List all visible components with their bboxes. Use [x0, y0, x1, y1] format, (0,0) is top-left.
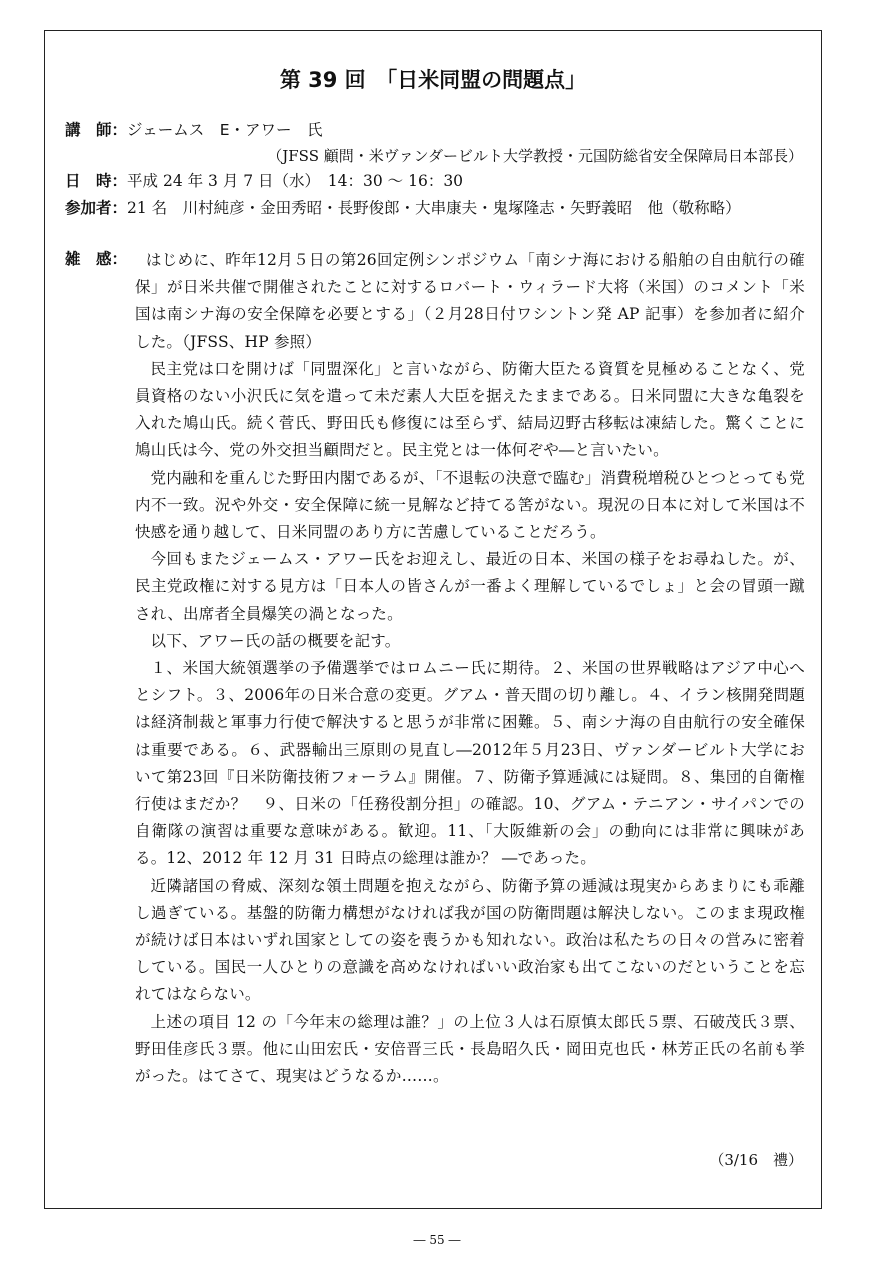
paragraph: 今回もまたジェームス・アワー氏をお迎えし、最近の日本、米国の様子をお尋ねした。が、民主党政権に対する見方は「日本人の皆さんが一番よく理解しているでしょ」と会の冒頭一蹴され、出席者全員爆笑の渦となった。: [135, 550, 805, 623]
datetime-label: 日 時: [65, 172, 112, 190]
signoff: （3/16 禮）: [709, 1151, 803, 1169]
paragraph: １、米国大統領選挙の予備選挙ではロムニー氏に期待。２、米国の世界戦略はアジア中心へとシフト。３、2006年の日米合意の変更。グアム・普天間の切り離し。４、イラン核開発問題は経済制裁と軍事力行使で解決すると思うが非常に困難。５、南シナ海の自由航行の安全確保は重要である。６、武器輸出三原則の見直し―2012年５月23日、ヴァンダービルト大学において第23回『日米防衛技術フォーラム』開催。７、防衛予算逓減には疑問。８、集団的自衛権行使はまだか？ ９、日米の「任務役割分担」の確認。10、グアム・テニアン・サイパンでの自衛隊の演習は重要な意味がある。歓迎。11、「大阪維新の会」の動向には非常に興味がある。12、2012 年 12 月 31 日時点の総理は誰か？ ―であった。: [135, 659, 805, 868]
page-frame: [44, 30, 822, 1209]
lecturer-label: 講 師: [65, 121, 112, 139]
paragraph: 民主党は口を開けば「同盟深化」と言いながら、防衛大臣たる資質を見極めることなく、党員資格のない小沢氏に気を遣って未だ素人大臣を据えたままである。日米同盟に大きな亀裂を入れた鳩山氏。続く菅氏、野田氏も修復には至らず、結局辺野古移転は凍結した。驚くことに鳩山氏は今、党の外交担当顧問だと。民主党とは一体何ぞや―と言いたい。: [135, 359, 805, 460]
datetime-line: 日 時：平成 24 年 3 月 7 日（水） 14：30 ～ 16：30: [65, 169, 463, 193]
datetime-value: 平成 24 年 3 月 7 日（水） 14：30 ～ 16：30: [127, 172, 464, 190]
paragraph: 以下、アワー氏の話の概要を記す。: [150, 631, 401, 650]
paragraph: 党内融和を重んじた野田内閣であるが、「不退転の決意で臨む」消費税増税ひとつとっても党内不一致。況や外交・安全保障に統一見解など持てる筈がない。現況の日本に対して米国は不快感を通り越して、日米同盟のあり方に苦慮していることだろう。: [135, 468, 805, 542]
paragraph: 近隣諸国の脅威、深刻な領土問題を抱えながら、防衛予算の逓減は現実からあまりにも乖離し過ぎている。基盤的防衛力構想がなければ我が国の防衛問題は解決しない。このまま現政権が続けば日本はいずれ国家としての姿を喪うかも知れない。政治は私たちの日々の営みに密着している。国民一人ひとりの意識を高めなければいい政治家も出てこないのだということを忘れてはならない。: [135, 876, 805, 1004]
lecturer-name: ジェームス E・アワー 氏: [127, 121, 323, 139]
page-number: ― 55 ―: [413, 1233, 461, 1247]
participants-label: 参加者: [65, 199, 112, 217]
page-title: 第 39 回 「日米同盟の問題点」: [279, 68, 587, 92]
lecturer-line: 講 師：ジェームス E・アワー 氏: [65, 118, 323, 142]
paragraph: 上述の項目 12 の「今年末の総理は誰？」の上位３人は石原慎太郎氏５票、石破茂氏３票、野田佳彦氏３票。他に山田宏氏・安倍晋三氏・長島昭久氏・岡田克也氏・林芳正氏の名前も挙がった。はてさて、現実はどうなるか……。: [135, 1012, 805, 1086]
participants-value: 21 名 川村純彦・金田秀昭・長野俊郎・大串康夫・鬼塚隆志・矢野義昭 他（敬称略）: [127, 199, 741, 217]
lecturer-affiliation: （JFSS 顧問・米ヴァンダービルト大学教授・元国防総省安全保障局日本部長）: [267, 147, 803, 165]
notes-body: [135, 247, 805, 1090]
notes-label: 雑 感：: [65, 250, 128, 268]
participants-line: 参加者：21 名 川村純彦・金田秀昭・長野俊郎・大串康夫・鬼塚隆志・矢野義昭 他（敬称略）: [65, 196, 741, 220]
paragraph: はじめに、昨年12月５日の第26回定例シンポジウム「南シナ海における船舶の自由航行の確保」が日米共催で開催されたことに対するロバート・ウィラード大将（米国）のコメント「米国は南シナ海の安全保障を必要とする」（２月28日付ワシントン発 AP 記事）を参加者に紹介した。（JFSS、HP 参照）: [135, 251, 805, 351]
